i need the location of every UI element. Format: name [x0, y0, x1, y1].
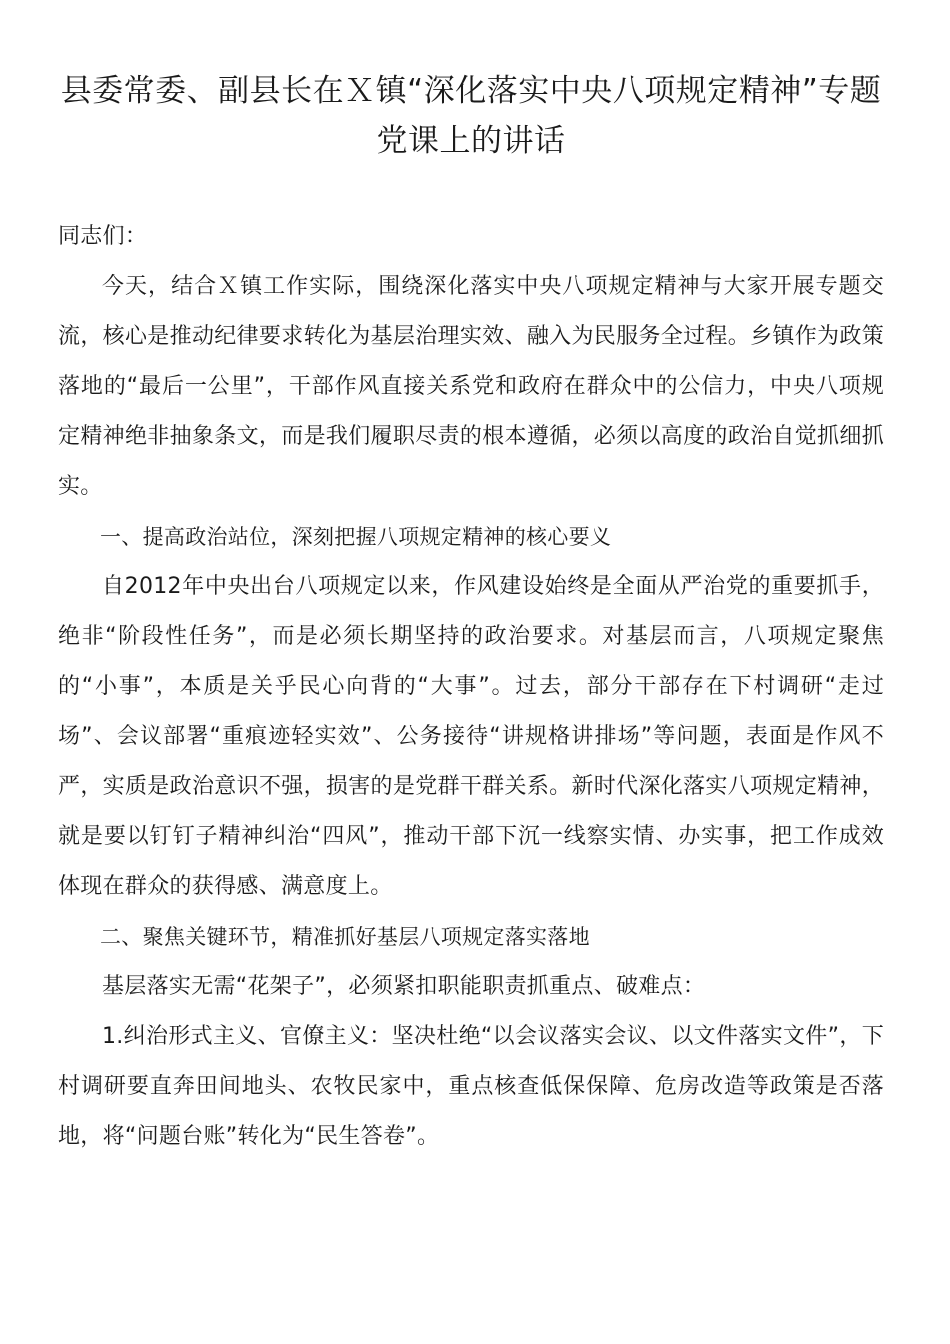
document-body [58, 212, 884, 1162]
paragraph-item-1: 1.纠治形式主义、官僚主义：坚决杜绝“以会议落实会议、以文件落实文件”，下村调研要直奔田间地头、农牧民家中，重点核查低保保障、危房改造等政策是否落地，将“问题台账”转化为“民生答卷”。 [58, 1024, 884, 1149]
document-title: 县委常委、副县长在Ｘ镇“深化落实中央八项规定精神”专题党课上的讲话 [60, 73, 882, 159]
document-page [58, 66, 884, 1162]
paragraph-intro: 今天，结合Ｘ镇工作实际，围绕深化落实中央八项规定精神与大家开展专题交流，核心是推动纪律要求转化为基层治理实效、融入为民服务全过程。乡镇作为政策落地的“最后一公里”，干部作风直接关系党和政府在群众中的公信力，中央八项规定精神绝非抽象条文，而是我们履职尽责的根本遵循，必须以高度的政治自觉抓细抓实。 [58, 274, 884, 499]
salutation: 同志们： [58, 224, 148, 249]
paragraph-section-1: 自2012年中央出台八项规定以来，作风建设始终是全面从严治党的重要抓手，绝非“阶段性任务”，而是必须长期坚持的政治要求。对基层而言，八项规定聚焦的“小事”，本质是关乎民心向背的“大事”。过去，部分干部存在下村调研“走过场”、会议部署“重痕迹轻实效”、公务接待“讲规格讲排场”等问题，表面是作风不严，实质是政治意识不强，损害的是党群干群关系。新时代深化落实八项规定精神，就是要以钉钉子精神纠治“四风”，推动干部下沉一线察实情、办实事，把工作成效体现在群众的获得感、满意度上。 [58, 574, 884, 899]
section-heading-1: 一、提高政治站位，深刻把握八项规定精神的核心要义 [100, 525, 612, 549]
paragraph-section-2-intro: 基层落实无需“花架子”，必须紧扣职能职责抓重点、破难点： [102, 974, 706, 999]
section-heading-2: 二、聚焦关键环节，精准抓好基层八项规定落实落地 [100, 925, 590, 949]
